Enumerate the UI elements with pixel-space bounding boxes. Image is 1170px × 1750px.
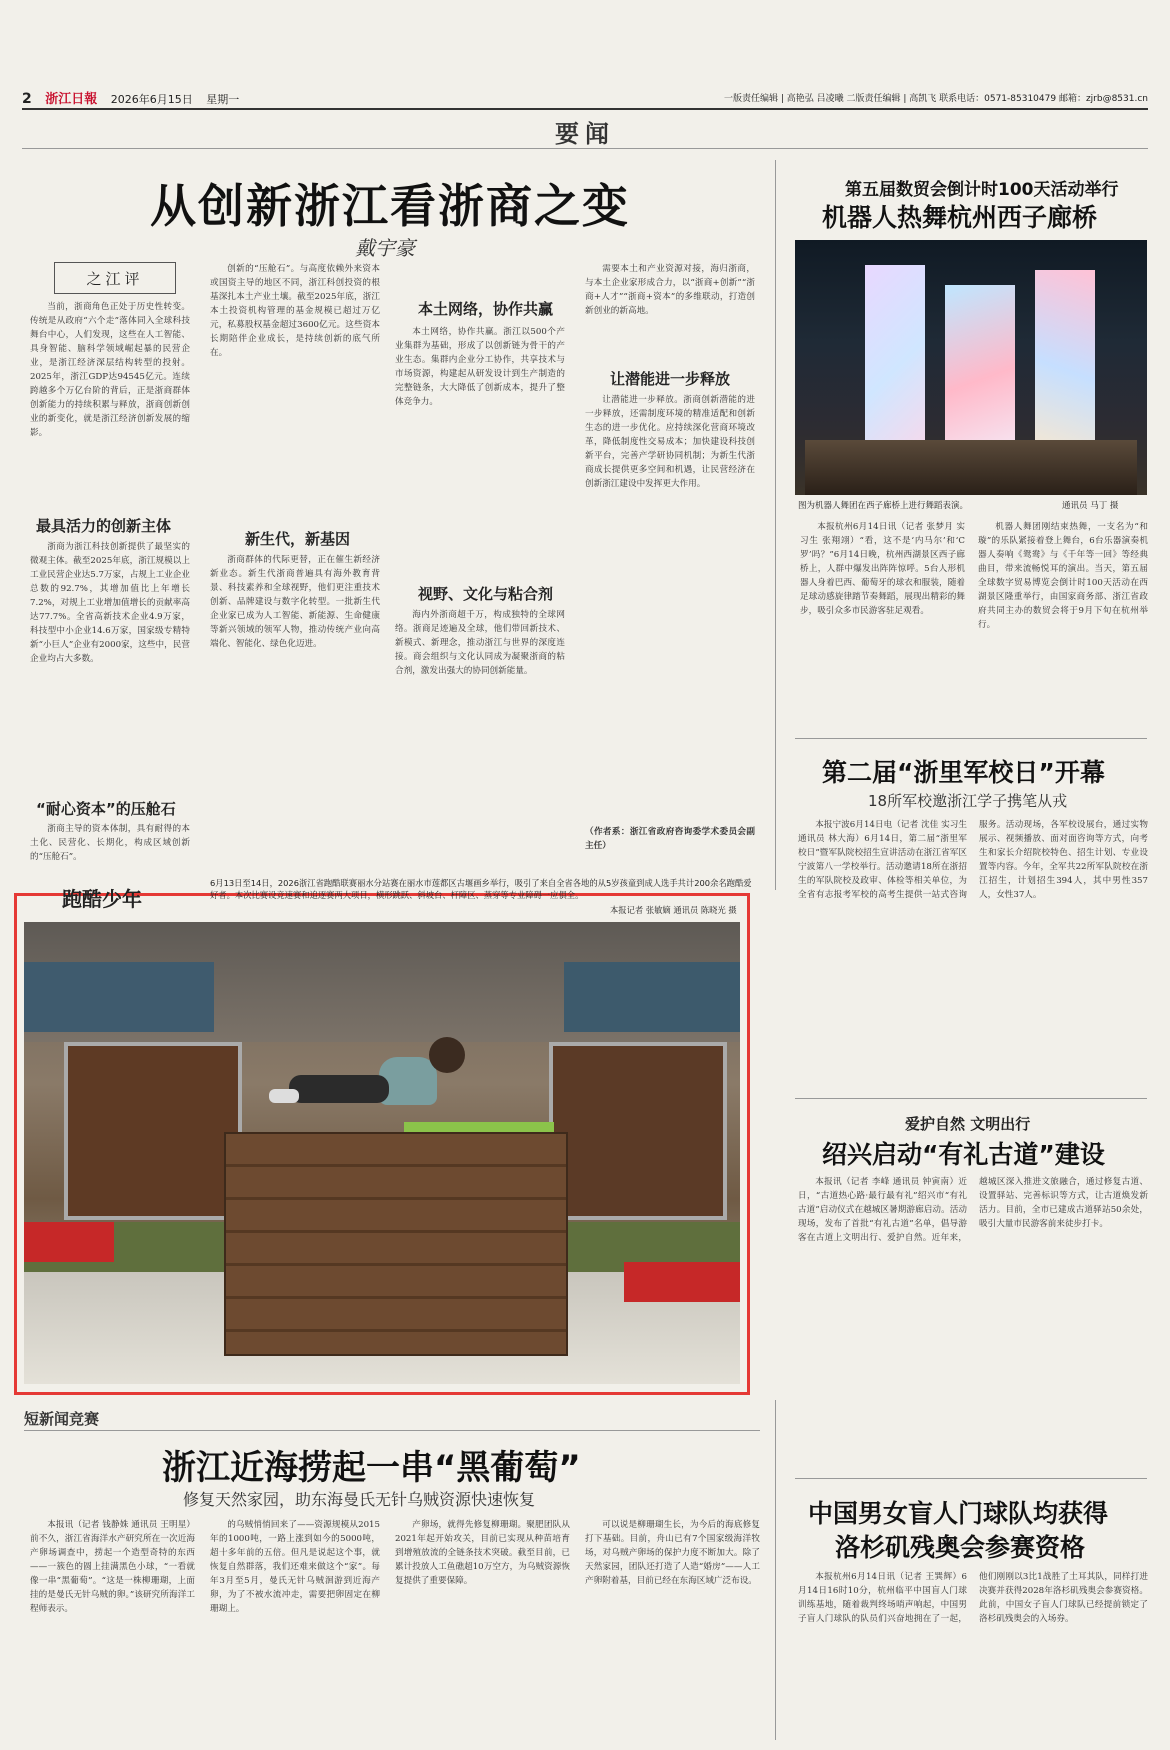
short-news-label: 短新闻竞赛: [24, 1410, 100, 1428]
photo-red-mat-left: [24, 1222, 114, 1262]
editor-info: 一版责任编辑 | 高艳弘 吕凌曦 二版责任编辑 | 高凯飞 联系电话：0571-85310479 邮箱：zjrb@8531.cn: [724, 93, 1148, 104]
issue-weekday: 星期一: [206, 92, 240, 106]
robot-photo: [795, 240, 1147, 495]
photo-wood-panel-left: [64, 1042, 242, 1220]
boy-shoe: [269, 1089, 299, 1103]
goalball-body: [798, 1570, 1148, 1735]
photo-wood-panel-right: [549, 1042, 727, 1220]
robot-body: [978, 520, 1148, 720]
main-article-col3b: [395, 608, 565, 883]
robot-photo-credit: 通讯员 马丁 摄: [1062, 501, 1119, 511]
column-divider-bottom: [775, 1400, 776, 1740]
boy-head: [429, 1037, 465, 1073]
column-logo: [54, 262, 176, 294]
military-body-text: 本报宁波6月14日电（记者 沈佳 实习生 通讯员 林大海）6月14日，第二届“浙里军校日”暨军队院校招生宣讲活动在浙江省军区宁波第八一学校举行。活动邀请18所在浙招生的军队院校及政审、体检等相关单位，为全省有志报考军校的高考生提供一站式咨询服务。活动现场，各军校设展台，通过实物展示、视频播放、面对面咨询等方式，向考生和家长介绍院校特色、招生计划、专业设置等内容。今年，全军共22所军队院校在浙江招生，计划招生394人，其中男性357人，女性37人。: [798, 820, 1148, 900]
robot-body-text: 机器人舞团刚结束热舞，一支名为“和璇”的乐队紧接着登上舞台，6台乐器演奏机器人奏响《鸳鸯》与《千年等一回》等经典曲目，带来流畅悦耳的演出。当天，第五届全球数字贸易博览会倒计时100天活动在西湖景区隆重举行，由国家商务部、浙江省政府共同主办的数贸会将于9月下旬在杭州举行。: [978, 522, 1148, 630]
col3-text: 本土网络，协作共赢。浙江以500个产业集群为基础，形成了以创新链为骨干的产业生态。集群内企业分工协作，共享技术与市场资源，构建起从研发设计到生产制造的完整链条，大大降低了创新成本，提升了整体竞争力。: [395, 327, 565, 407]
military-subtitle: 18所军校邀浙江学子携笔从戎: [868, 792, 1068, 810]
col1b-text: 浙商为浙江科技创新提供了最坚实的微观主体。截至2025年底，浙江规模以上工业民营企业达5.7万家，占规上工业企业总数的92.7%，其增加值比上年增长7.2%，对规上工业增加值增长的贡献率高达77.7%。全省高新技术企业4.9万家，科技型中小企业14.6万家，国家级专精特新“小巨人”企业有2000家，这些中，民营企业均占大多数。: [30, 542, 190, 664]
main-article-col2b: [210, 553, 380, 883]
col4-text: 需要本土和产业资源对接，海归浙商，与本土企业家形成合力，以“浙商+创新”“浙商+人才”“浙商+资本”的多维联动，打造创新创业的新高地。: [585, 264, 755, 316]
divider-shaoxing: [795, 1478, 1147, 1479]
subhead-3: 新生代，新基因: [245, 530, 351, 548]
subhead-2: “耐心资本”的压舱石: [36, 800, 176, 818]
column-divider: [775, 160, 776, 890]
divider-robot: [795, 738, 1147, 739]
page-number: 2: [22, 90, 32, 107]
col2b-text: 浙商群体的代际更替，正在催生新经济新业态。新生代浙商普遍具有海外教育背景、科技素养和全球视野，他们更注重技术创新、品牌建设与数字化转型。一批新生代企业家已成为人工智能、新能源、生命健康等新兴领域的领军人物，推动传统产业向高端化、智能化、绿色化迈进。: [210, 555, 380, 649]
grape-col1-text: 本报讯（记者 钱静姝 通讯员 王明星）前不久，浙江省海洋水产研究所在一次近海产卵场调查中，捞起一个造型奇特的东西——一簇色的圆上挂满黑色小球，“一看就像一串“黑葡萄”。“这是一株柳珊瑚，上面挂的是曼氏无针乌贼的卵。”该研究所海洋工程师表示。: [30, 1520, 195, 1614]
main-article-col2: [210, 262, 380, 512]
paper-logo: 浙江日報: [45, 91, 98, 107]
subhead-5: 视野、文化与粘合剂: [418, 585, 554, 603]
parkour-caption: 6月13日至14日，2026浙江省跑酷联赛丽水分站赛在丽水市莲都区古堰画乡举行，吸引了来自全省各地的从5岁孩童到成人选手共计200余名跑酷爱好者。本次比赛设竞速赛和追逐赛两大项目，横形跳跃、斜坡台、杆障区、蒸穿等专业障碍一应俱全。: [210, 878, 752, 900]
main-headline: 从创新浙江看浙商之变: [150, 179, 630, 233]
subhead-6: 让潜能进一步释放: [610, 370, 731, 388]
parkour-photo: [24, 922, 740, 1384]
robot-headline: 机器人热舞杭州西子廊桥: [822, 203, 1098, 232]
boy-legs: [289, 1075, 389, 1103]
grape-col1: [30, 1518, 195, 1738]
col2-text: 创新的“压舱石”。与高度依赖外来资本或国资主导的地区不同，浙江科创投资的根基深扎本土产业土壤。截至2025年底，浙江本土投资机构管理的基金规模已超过万亿元，私募股权基金超过3600亿元。这些资本长期陪伴企业成长，是持续创新的底气所在。: [210, 264, 380, 358]
robot-kicker: 第五届数贸会倒计时100天活动举行: [845, 180, 1119, 200]
main-article-col4b: [585, 393, 755, 823]
goalball-body-text: 本报杭州6月14日讯（记者 王巽辉）6月14日16时10分，杭州临平中国盲人门球训练基地，随着裁判终场哨声响起，中国男子盲人门球队的队员们兴奋地拥在了一起，他们刚刚以3比1战胜了土耳其队，同样打进决赛并获得2028年洛杉矶残奥会参赛资格。此前，中国女子盲人门球队已经提前锁定了洛杉矶残奥会的入场券。: [798, 1572, 1148, 1624]
section-title: 要闻: [555, 120, 615, 148]
grape-col2: [210, 1518, 380, 1738]
divider-military: [795, 1098, 1147, 1099]
grape-subtitle: 修复天然家园，助东海曼氏无针乌贼资源快速恢复: [183, 1490, 536, 1509]
grape-col2-text: 的乌贼悄悄回来了——资源规模从2015年的1000吨，一路上涨到如今的5000吨，超十多年前的五倍。但凡是说起这个事，就恢复自然群落，我们还难来做这个“家”。每年3月至5月，曼氏无针乌贼洄游到近海产卵，为了不被水流冲走，需要把卵固定在柳珊瑚上。: [210, 1520, 380, 1614]
subhead-4: 本土网络，协作共赢: [418, 300, 554, 318]
shaoxing-body-text: 本报讯（记者 李峰 通讯员 钟寅南）近日，“古道热心路·最行最有礼”绍兴市“有礼古道”启动仪式在越城区暑期游廊启动。活动现场，发布了首批“有礼古道”名单，倡导游客在古道上文明出行、爱护自然。近年来，越城区深入推进文旅融合，通过修复古道、设置驿站、完善标识等方式，让古道焕发新活力。目前，全市已建成古道驿站50余处，吸引大量市民游客前来徒步打卡。: [798, 1177, 1148, 1243]
photo-red-mat: [624, 1262, 740, 1302]
military-body: [798, 818, 1148, 1088]
author-note: （作者系：浙江省政府咨询委学术委员会副主任）: [585, 827, 755, 851]
main-article-col4: [585, 262, 755, 357]
photo-parkour-boy: [269, 1037, 489, 1132]
photo-blue-canopy: [24, 962, 214, 1032]
grape-col4: [585, 1518, 760, 1738]
main-article-col1c: [30, 822, 190, 882]
parkour-credit: 本报记者 张敏嫡 通讯员 陈晓光 摄: [610, 905, 737, 915]
robot-lead-text: 本报杭州6月14日讯（记者 张梦月 实习生 张翔翊）“看，这不是‘内马尔’和‘C罗’吗？”6月14日晚，杭州西湖景区西子廊桥上，人群中爆发出阵阵惊呼。5台人形机器人身着巴西、葡萄牙的球衣和服装，随着足球动感旋律踏节奏舞蹈，展现出精彩的舞步，吸引众多市民游客驻足观看。: [800, 522, 965, 616]
photo-wood-box: [224, 1132, 568, 1356]
goalball-headline-1: 中国男女盲人门球队均获得: [808, 1499, 1109, 1528]
col1-text: 当前，浙商角色正处于历史性转变。传统是从政府“六个走”落体同入全球科技舞台中心，人们发现，这些在人工智能、具身智能、脑科学领域崛起暴的民营企业，是浙江经济深层结构转型的投射。2025年，浙江GDP达94545亿元。连续跨越多个万亿台阶的背后，正是浙商群体创新能力的持续积累与释放，浙商创新创业的新变化，就是浙江经济创新发展的缩影。: [30, 302, 190, 438]
main-article-col1b: [30, 540, 190, 780]
grape-col3: [395, 1518, 570, 1738]
short-news-divider: [24, 1430, 760, 1431]
column-logo-text: 之江评: [86, 269, 144, 288]
issue-date: 2026年6月15日: [110, 92, 193, 106]
robot-photo-caption: 图为机器人舞团在西子廊桥上进行舞蹈表演。: [798, 501, 969, 511]
goalball-headline-2: 洛杉矶残奥会参赛资格: [835, 1533, 1086, 1562]
subhead-1: 最具活力的创新主体: [36, 517, 172, 535]
military-headline: 第二届“浙里军校日”开幕: [822, 758, 1105, 787]
main-article-col3: [395, 325, 565, 570]
col1c-text: 浙商主导的资本体制，具有耐得的本土化、民营化、长期化，构成区域创新的“压舱石”。: [30, 824, 190, 862]
crowd-area: [805, 440, 1137, 495]
section-divider: [22, 148, 1148, 149]
grape-col3-text: 产卵场，就得先修复柳珊瑚。聚肥团队从2021年起开始攻关，目前已实现从种苗培育到增殖放流的全链条技术突破。截至目前，已累计投放人工鱼礁超10万空方，为乌贼资源恢复提供了重要保障。: [395, 1520, 570, 1586]
page-header: [22, 86, 1148, 110]
grape-headline: 浙江近海捞起一串“黑葡萄”: [162, 1448, 581, 1488]
photo-blue-canopy-right: [564, 962, 740, 1032]
robot-lead: [800, 520, 965, 720]
shaoxing-body: [798, 1175, 1148, 1465]
col3b-text: 海内外浙商超千万，构成独特的全球网络。浙商足迹遍及全球，他们带回新技术、新模式、新理念，推动浙江与世界的深度连接。商会组织与文化认同成为凝聚浙商的粘合剂，激发出强大的协同创新能量。: [395, 610, 565, 676]
author-signature: 戴宇豪: [355, 236, 415, 260]
shaoxing-kicker: 爱护自然 文明出行: [905, 1115, 1031, 1133]
col4b-text: 让潜能进一步释放。浙商创新潜能的进一步释放，还需制度环境的精准适配和创新生态的进一步优化。应持续深化营商环境改革，降低制度性交易成本；加快建设科技创新平台，完善产学研协同机制；为新生代浙商成长提供更多空间和机遇，让民营经济在创新浙江建设中发挥更大作用。: [585, 395, 755, 489]
parkour-title: 跑酷少年: [62, 887, 142, 911]
shaoxing-headline: 绍兴启动“有礼古道”建设: [822, 1140, 1105, 1169]
main-article-col1: [30, 300, 190, 495]
grape-col4-text: 可以说是柳珊瑚生长，为今后的海底修复打下基础。目前，舟山已有7个国家级海洋牧场，对乌贼产卵场的保护力度不断加大。除了天然家园，团队还打造了人造“婚房”——人工产卵附着基，目前已经在东海区域广泛布设。: [585, 1520, 760, 1586]
